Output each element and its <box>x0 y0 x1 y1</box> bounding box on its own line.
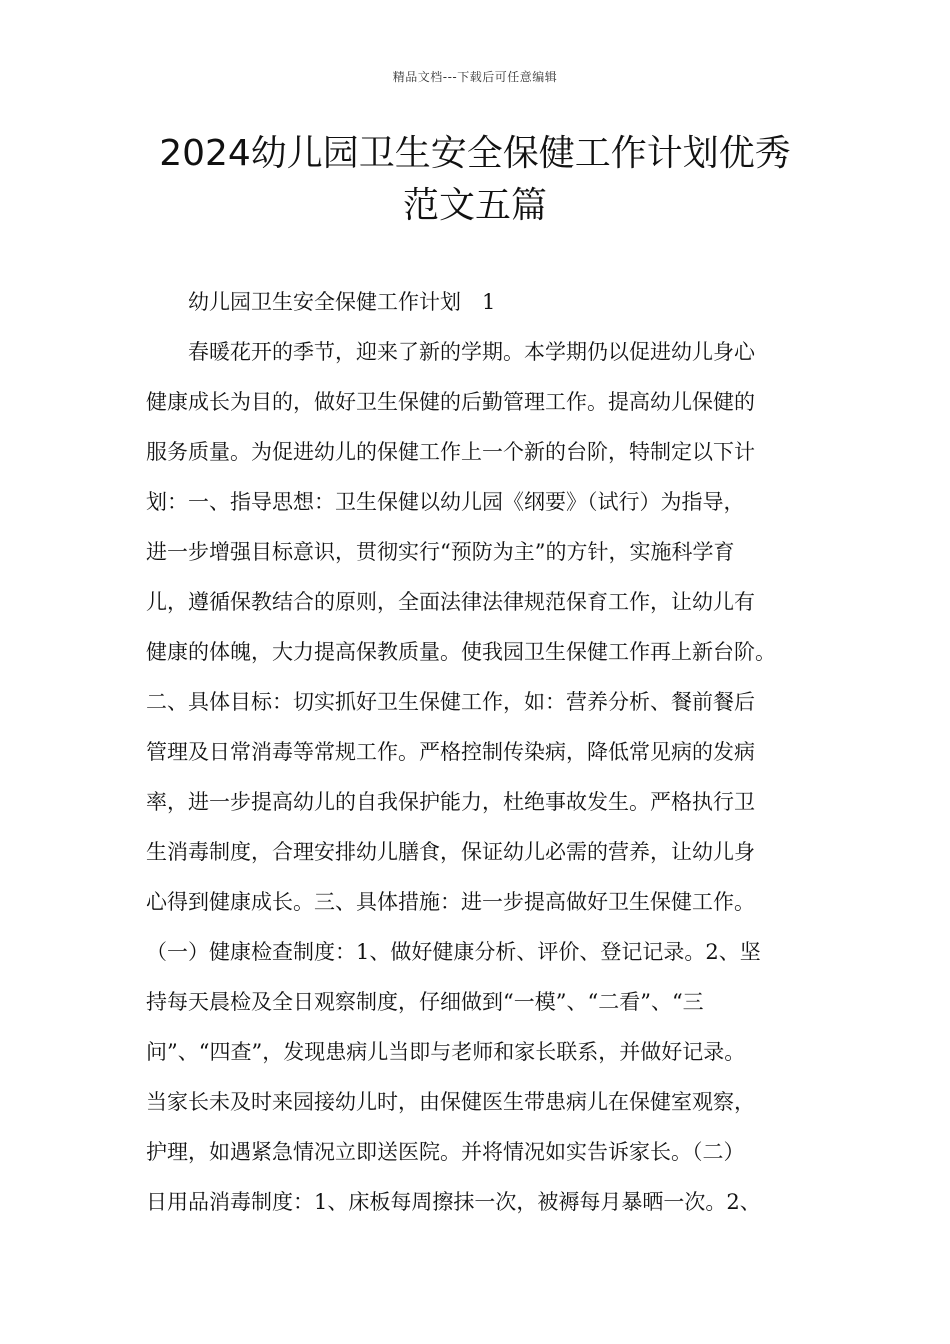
document-title <box>130 128 820 232</box>
body-paragraph <box>146 327 826 1227</box>
body-line: 心得到健康成长。三、具体措施：进一步提高做好卫生保健工作。 <box>146 890 755 914</box>
body-line: 生消毒制度，合理安排幼儿膳食，保证幼儿必需的营养，让幼儿身 <box>146 840 755 864</box>
body-line: 服务质量。为促进幼儿的保健工作上一个新的台阶，特制定以下计 <box>146 440 755 464</box>
body-line: 日用品消毒制度：1、床板每周擦抹一次，被褥每月暴晒一次。2、 <box>146 1190 761 1214</box>
body-line: 进一步增强目标意识，贯彻实行“预防为主”的方针，实施科学育 <box>146 540 735 564</box>
body-line: 儿，遵循保教结合的原则，全面法律法律规范保育工作，让幼儿有 <box>146 590 755 614</box>
body-line: 护理，如遇紧急情况立即送医院。并将情况如实告诉家长。（二） <box>146 1140 745 1164</box>
body-line: 二、具体目标：切实抓好卫生保健工作，如：营养分析、餐前餐后 <box>146 690 755 714</box>
section-heading: 幼儿园卫生安全保健工作计划 1 <box>188 290 496 314</box>
body-line: 划：一、指导思想：卫生保健以幼儿园《纲要》（试行）为指导， <box>146 490 745 514</box>
body-line: 春暖花开的季节，迎来了新的学期。本学期仍以促进幼儿身心 <box>188 340 755 364</box>
body-line: 管理及日常消毒等常规工作。严格控制传染病，降低常见病的发病 <box>146 740 755 764</box>
title-line: 2024幼儿园卫生安全保健工作计划优秀 <box>159 133 791 174</box>
body-line: 持每天晨检及全日观察制度，仔细做到“一模”、“二看”、“三 <box>146 990 704 1014</box>
body-line: 当家长未及时来园接幼儿时，由保健医生带患病儿在保健室观察， <box>146 1090 755 1114</box>
body-line: （一）健康检查制度：1、做好健康分析、评价、登记记录。2、坚 <box>146 940 761 964</box>
body-line: 健康的体魄，大力提高保教质量。使我园卫生保健工作再上新台阶。 <box>146 640 776 664</box>
title-line: 范文五篇 <box>402 185 547 226</box>
body-line: 问”、“四查”，发现患病儿当即与老师和家长联系，并做好记录。 <box>146 1040 746 1064</box>
body-line: 率，进一步提高幼儿的自我保护能力，杜绝事故发生。严格执行卫 <box>146 790 755 814</box>
body-line: 健康成长为目的，做好卫生保健的后勤管理工作。提高幼儿保健的 <box>146 390 755 414</box>
header-note: 精品文档---下载后可任意编辑 <box>392 70 558 84</box>
